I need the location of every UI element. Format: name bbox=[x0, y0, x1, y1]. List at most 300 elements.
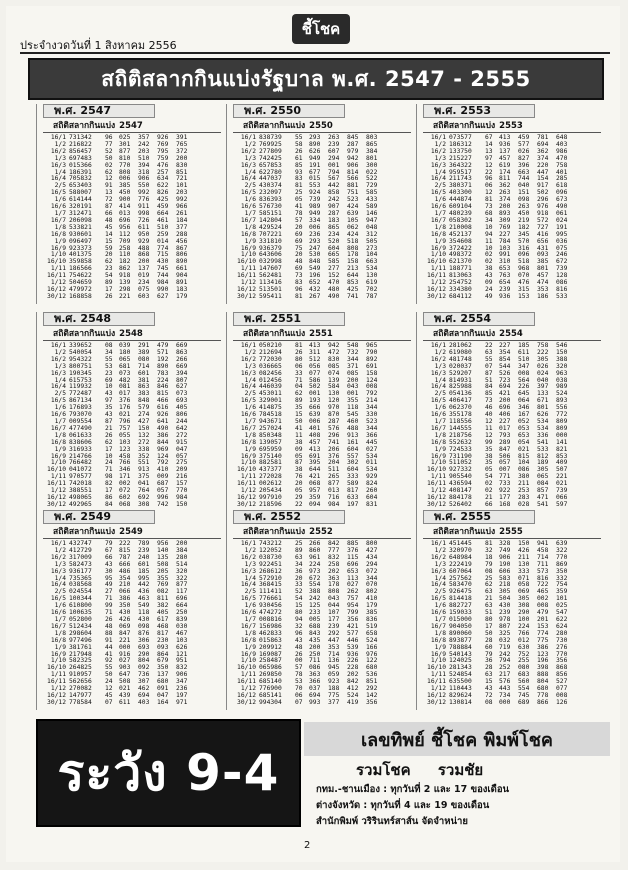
back-three-1: 545 bbox=[347, 411, 359, 419]
draw-date: 1/6 bbox=[244, 602, 256, 610]
draw-date: 1/11 bbox=[240, 473, 256, 481]
first-prize: 159033 bbox=[449, 609, 472, 617]
draw-date: 2/5 bbox=[244, 182, 256, 190]
first-prize: 124025 bbox=[449, 657, 472, 665]
warning-text: ระวัง 9-4 bbox=[57, 743, 280, 802]
last-two: 12 bbox=[485, 431, 493, 439]
front-three-2: 683 bbox=[518, 671, 530, 679]
draw-date: 1/7 bbox=[434, 615, 446, 623]
back-three-1: 694 bbox=[537, 140, 549, 148]
panel-subtitle-prefix: สถิติสลากกินแบ่ง bbox=[433, 121, 496, 131]
first-prize: 015000 bbox=[449, 615, 472, 623]
front-three-1: 586 bbox=[309, 376, 321, 384]
back-three-1: 490 bbox=[157, 424, 169, 432]
first-prize: 320191 bbox=[69, 203, 92, 211]
front-three-1: 666 bbox=[309, 404, 321, 412]
back-three-2: 754 bbox=[556, 581, 568, 589]
back-three-1: 374 bbox=[537, 154, 549, 162]
draw-date: 1/10 bbox=[240, 657, 256, 665]
front-three-1: 808 bbox=[119, 168, 131, 176]
last-two: 80 bbox=[485, 615, 493, 623]
back-three-1: 715 bbox=[157, 251, 169, 259]
last-two: 09 bbox=[485, 279, 493, 287]
front-three-2: 470 bbox=[328, 279, 340, 287]
first-prize: 731190 bbox=[449, 452, 472, 460]
last-two: 06 bbox=[485, 182, 493, 190]
draw-date: 16/7 bbox=[50, 622, 66, 630]
back-three-1: 844 bbox=[157, 438, 169, 446]
back-three-1: 534 bbox=[537, 417, 549, 425]
front-three-2: 842 bbox=[328, 540, 340, 547]
front-three-1: 847 bbox=[119, 629, 131, 637]
front-three-2: 318 bbox=[138, 168, 150, 176]
front-three-2: 463 bbox=[138, 595, 150, 603]
last-two: 55 bbox=[105, 664, 113, 672]
front-three-1: 073 bbox=[119, 369, 131, 377]
front-three-1: 218 bbox=[499, 581, 511, 589]
draw-date: 1/9 bbox=[434, 237, 446, 245]
front-three-1: 526 bbox=[499, 369, 511, 377]
first-prize: 082456 bbox=[259, 369, 282, 377]
back-three-1: 226 bbox=[347, 657, 359, 665]
back-three-2: 191 bbox=[556, 223, 568, 231]
first-prize: 533821 bbox=[69, 223, 92, 231]
first-prize: 216822 bbox=[69, 140, 92, 148]
draw-date: 1/3 bbox=[434, 154, 446, 162]
first-prize: 446039 bbox=[259, 383, 282, 391]
back-three-1: 996 bbox=[157, 493, 169, 501]
draw-date: 16/9 bbox=[430, 244, 446, 252]
last-two: 51 bbox=[485, 376, 493, 384]
front-three-2: 808 bbox=[328, 588, 340, 596]
back-three-1: 468 bbox=[157, 622, 169, 630]
first-prize: 743212 bbox=[259, 540, 282, 547]
front-three-2: 085 bbox=[328, 362, 340, 370]
first-prize: 742425 bbox=[259, 154, 282, 162]
front-three-2: 694 bbox=[138, 691, 150, 699]
front-three-2: 520 bbox=[328, 237, 340, 245]
front-three-1: 893 bbox=[499, 209, 511, 217]
page-number: 2 bbox=[304, 840, 311, 851]
back-three-2: 126 bbox=[556, 698, 568, 706]
front-three-2: 185 bbox=[518, 342, 530, 349]
last-two: 11 bbox=[485, 237, 493, 245]
last-two: 43 bbox=[105, 390, 113, 398]
front-three-2: 604 bbox=[328, 244, 340, 252]
draw-date: 16/11 bbox=[427, 480, 446, 488]
draw-date: 1/12 bbox=[240, 279, 256, 287]
panel-subtitle bbox=[43, 120, 221, 133]
first-prize: 372422 bbox=[449, 244, 472, 252]
front-three-1: 916 bbox=[119, 650, 131, 658]
draw-date: 1/11 bbox=[240, 265, 256, 273]
first-prize: 257562 bbox=[449, 574, 472, 582]
last-two: 57 bbox=[295, 216, 303, 224]
front-three-2: 745 bbox=[518, 691, 530, 699]
draw-date: 16/4 bbox=[430, 581, 446, 589]
front-three-1: 221 bbox=[119, 292, 131, 300]
back-three-2: 057 bbox=[176, 452, 188, 460]
front-three-2: 058 bbox=[518, 581, 530, 589]
front-three-2: 064 bbox=[518, 397, 530, 405]
last-two: 02 bbox=[485, 251, 493, 259]
front-three-1: 139 bbox=[119, 279, 131, 287]
front-three-1: 289 bbox=[499, 438, 511, 446]
draw-date: 30/12 bbox=[427, 292, 446, 300]
front-three-1: 458 bbox=[119, 452, 131, 460]
back-three-2: 027 bbox=[366, 445, 378, 453]
last-two: 83 bbox=[295, 175, 303, 183]
front-three-2: 274 bbox=[138, 411, 150, 419]
back-three-2: 409 bbox=[556, 459, 568, 467]
first-prize: 058302 bbox=[449, 216, 472, 224]
back-three-1: 202 bbox=[347, 671, 359, 679]
last-two: 45 bbox=[105, 691, 113, 699]
first-prize: 100635 bbox=[69, 609, 92, 617]
front-three-2: 551 bbox=[138, 459, 150, 467]
draw-date: 16/3 bbox=[50, 369, 66, 377]
back-three-2: 770 bbox=[176, 487, 188, 495]
draw-date: 1/8 bbox=[244, 223, 256, 231]
front-three-2: 998 bbox=[138, 209, 150, 217]
front-three-1: 376 bbox=[119, 397, 131, 405]
first-prize: 339652 bbox=[69, 342, 92, 349]
front-three-2: 462 bbox=[138, 685, 150, 693]
front-three-1: 421 bbox=[309, 473, 321, 481]
front-three-2: 744 bbox=[518, 175, 530, 183]
first-prize: 838739 bbox=[259, 134, 282, 141]
draw-date: 1/6 bbox=[244, 196, 256, 204]
draw-date: 1/12 bbox=[430, 279, 446, 287]
front-three-2: 240 bbox=[138, 553, 150, 561]
front-three-1: 094 bbox=[309, 500, 321, 508]
first-prize: 829624 bbox=[449, 691, 472, 699]
back-three-1: 622 bbox=[157, 182, 169, 190]
draw-date: 16/8 bbox=[430, 636, 446, 644]
draw-date: 16/12 bbox=[237, 285, 256, 293]
last-two: 81 bbox=[485, 196, 493, 204]
front-three-1: 611 bbox=[119, 698, 131, 706]
first-prize: 481748 bbox=[449, 355, 472, 363]
draw-date: 16/11 bbox=[237, 272, 256, 280]
panel-subtitle-prefix: สถิติสลากกินแบ่ง bbox=[433, 329, 496, 339]
front-three-1: 395 bbox=[309, 459, 321, 467]
first-prize: 724533 bbox=[449, 445, 472, 453]
last-two: 71 bbox=[295, 376, 303, 384]
back-three-2: 892 bbox=[366, 355, 378, 363]
first-prize: 144555 bbox=[449, 424, 472, 432]
last-two: 30 bbox=[105, 567, 113, 575]
front-three-1: 993 bbox=[309, 698, 321, 706]
front-three-2: 653 bbox=[518, 431, 530, 439]
first-prize: 272028 bbox=[259, 473, 282, 481]
back-three-1: 573 bbox=[537, 567, 549, 575]
front-three-1: 794 bbox=[499, 657, 511, 665]
front-three-1: 688 bbox=[309, 622, 321, 630]
back-three-1: 653 bbox=[347, 567, 359, 575]
front-three-2: 092 bbox=[138, 664, 150, 672]
front-three-1: 769 bbox=[499, 223, 511, 231]
front-three-1: 233 bbox=[309, 609, 321, 617]
last-two: 53 bbox=[295, 678, 303, 686]
first-prize: 009554 bbox=[69, 417, 92, 425]
back-three-2: 971 bbox=[176, 698, 188, 706]
front-three-1: 796 bbox=[119, 417, 131, 425]
last-two: 77 bbox=[105, 140, 113, 148]
draw-date: 16/5 bbox=[240, 397, 256, 405]
back-three-1: 084 bbox=[537, 480, 549, 488]
back-three-1: 942 bbox=[347, 154, 359, 162]
first-prize: 513501 bbox=[259, 285, 282, 293]
front-three-2: 357 bbox=[138, 134, 150, 141]
last-two: 52 bbox=[105, 147, 113, 155]
first-prize: 684112 bbox=[449, 292, 472, 300]
first-prize: 884178 bbox=[449, 493, 472, 501]
first-prize: 685140 bbox=[259, 678, 282, 686]
draw-date: 1/6 bbox=[434, 602, 446, 610]
back-three-2: 266 bbox=[176, 355, 188, 363]
first-prize: 268612 bbox=[259, 567, 282, 575]
draw-date: 16/9 bbox=[240, 650, 256, 658]
back-three-2: 384 bbox=[366, 147, 378, 155]
back-three-1: 745 bbox=[157, 265, 169, 273]
front-three-2: 100 bbox=[518, 615, 530, 623]
front-three-2: 689 bbox=[518, 698, 530, 706]
front-three-1: 250 bbox=[309, 650, 321, 658]
back-three-2: 048 bbox=[366, 223, 378, 231]
last-two: 95 bbox=[105, 574, 113, 582]
back-three-2: 800 bbox=[366, 540, 378, 547]
draw-date: 16/5 bbox=[430, 595, 446, 603]
front-three-1: 973 bbox=[309, 567, 321, 575]
last-two: 87 bbox=[105, 203, 113, 211]
draw-date: 16/12 bbox=[427, 285, 446, 293]
back-three-2: 470 bbox=[556, 154, 568, 162]
draw-date: 1/12 bbox=[240, 685, 256, 693]
draw-date: 1/9 bbox=[434, 643, 446, 651]
back-three-1: 124 bbox=[157, 452, 169, 460]
last-two: 44 bbox=[105, 643, 113, 651]
table-row bbox=[233, 502, 413, 509]
back-three-2: 965 bbox=[366, 342, 378, 349]
draw-date: 1/12 bbox=[50, 279, 66, 287]
panel-subtitle-year: 2555 bbox=[499, 527, 523, 537]
draw-date: 16/8 bbox=[50, 230, 66, 238]
last-two: 99 bbox=[485, 438, 493, 446]
back-three-1: 196 bbox=[537, 657, 549, 665]
front-three-1: 017 bbox=[499, 424, 511, 432]
front-three-2: 442 bbox=[138, 581, 150, 589]
front-three-1: 103 bbox=[119, 438, 131, 446]
back-three-1: 222 bbox=[537, 348, 549, 356]
draw-date: 2/5 bbox=[54, 182, 66, 190]
back-three-1: 410 bbox=[157, 466, 169, 474]
last-two: 70 bbox=[295, 685, 303, 693]
first-prize: 754622 bbox=[69, 272, 92, 280]
back-three-1: 416 bbox=[537, 230, 549, 238]
back-three-2: 851 bbox=[176, 168, 188, 176]
last-two: 61 bbox=[295, 154, 303, 162]
front-three-1: 239 bbox=[499, 285, 511, 293]
draw-date: 16/5 bbox=[430, 189, 446, 197]
draw-date: 1/7 bbox=[434, 209, 446, 217]
last-two: 02 bbox=[485, 487, 493, 495]
front-three-1: 055 bbox=[119, 431, 131, 439]
last-two: 63 bbox=[485, 671, 493, 679]
last-two: 12 bbox=[485, 161, 493, 169]
front-three-2: 381 bbox=[138, 376, 150, 384]
first-prize: 562656 bbox=[69, 678, 92, 686]
issue-date: ประจำงวดวันที่ 1 สิงหาคม 2556 bbox=[20, 39, 177, 52]
back-three-1: 386 bbox=[537, 643, 549, 651]
front-three-1: 506 bbox=[499, 452, 511, 460]
first-prize: 436594 bbox=[449, 480, 472, 488]
last-two: 11 bbox=[295, 431, 303, 439]
draw-date: 16/9 bbox=[430, 452, 446, 460]
first-prize: 281343 bbox=[449, 664, 472, 672]
front-three-2: 153 bbox=[518, 292, 530, 300]
first-prize: 113416 bbox=[259, 279, 282, 287]
first-prize: 927332 bbox=[449, 466, 472, 474]
draw-date: 30/12 bbox=[47, 698, 66, 706]
back-three-2: 124 bbox=[366, 376, 378, 384]
draw-date: 16/6 bbox=[240, 203, 256, 211]
draw-date: 1/2 bbox=[244, 140, 256, 148]
front-three-1: 749 bbox=[499, 546, 511, 554]
first-prize: 211743 bbox=[449, 175, 472, 183]
front-three-2: 107 bbox=[328, 609, 340, 617]
back-three-2: 104 bbox=[366, 251, 378, 259]
front-three-2: 777 bbox=[328, 546, 340, 554]
front-three-1: 236 bbox=[309, 230, 321, 238]
first-prize: 061633 bbox=[69, 431, 92, 439]
back-three-1: 302 bbox=[347, 459, 359, 467]
front-three-2: 305 bbox=[518, 595, 530, 603]
first-prize: 258487 bbox=[259, 657, 282, 665]
last-two: 06 bbox=[295, 362, 303, 370]
front-three-1: 903 bbox=[119, 664, 131, 672]
table-row bbox=[423, 502, 603, 509]
first-prize: 540143 bbox=[449, 650, 472, 658]
front-three-1: 017 bbox=[119, 390, 131, 398]
back-three-2: 179 bbox=[176, 292, 188, 300]
last-two: 69 bbox=[295, 237, 303, 245]
first-prize: 585151 bbox=[259, 209, 282, 217]
front-three-1: 001 bbox=[309, 390, 321, 398]
front-three-1: 374 bbox=[499, 196, 511, 204]
back-three-1: 091 bbox=[157, 685, 169, 693]
last-two: 14 bbox=[105, 230, 113, 238]
draw-date: 1/3 bbox=[54, 362, 66, 370]
first-prize: 218756 bbox=[449, 431, 472, 439]
draw-date: 16/10 bbox=[237, 466, 256, 474]
back-three-2: 322 bbox=[176, 574, 188, 582]
last-two: 43 bbox=[105, 411, 113, 419]
front-three-2: 226 bbox=[518, 383, 530, 391]
back-three-1: 158 bbox=[347, 258, 359, 266]
first-prize: 406417 bbox=[449, 397, 472, 405]
back-three-1: 815 bbox=[157, 390, 169, 398]
back-three-1: 458 bbox=[537, 546, 549, 554]
last-two: 57 bbox=[295, 664, 303, 672]
last-two: 96 bbox=[295, 285, 303, 293]
panel-year-label: พ.ศ. 2553 bbox=[423, 104, 535, 118]
front-three-2: 726 bbox=[138, 216, 150, 224]
draw-date: 16/9 bbox=[240, 452, 256, 460]
front-three-1: 413 bbox=[309, 445, 321, 453]
first-prize: 926475 bbox=[449, 588, 472, 596]
first-prize: 119932 bbox=[69, 383, 92, 391]
front-three-2: 291 bbox=[138, 342, 150, 349]
draw-date: 1/6 bbox=[244, 404, 256, 412]
back-three-1: 826 bbox=[157, 189, 169, 197]
panel-year-label: พ.ศ. 2548 bbox=[43, 312, 155, 326]
draw-date: 16/10 bbox=[427, 466, 446, 474]
back-three-2: 356 bbox=[366, 698, 378, 706]
back-three-1: 885 bbox=[347, 540, 359, 547]
back-three-2: 146 bbox=[366, 209, 378, 217]
back-three-2: 280 bbox=[176, 553, 188, 561]
last-two: 34 bbox=[295, 560, 303, 568]
front-three-2: 338 bbox=[138, 445, 150, 453]
back-three-2: 534 bbox=[366, 265, 378, 273]
last-two: 53 bbox=[105, 362, 113, 370]
back-three-1: 161 bbox=[347, 438, 359, 446]
front-three-1: 006 bbox=[309, 417, 321, 425]
back-three-2: 995 bbox=[556, 230, 568, 238]
first-prize: 882727 bbox=[449, 602, 472, 610]
draw-date: 16/11 bbox=[237, 480, 256, 488]
back-three-2: 158 bbox=[366, 369, 378, 377]
front-three-1: 081 bbox=[119, 383, 131, 391]
back-three-1: 118 bbox=[347, 404, 359, 412]
panel-subtitle-year: 2549 bbox=[119, 527, 143, 537]
front-three-1: 936 bbox=[499, 140, 511, 148]
front-three-2: 868 bbox=[138, 251, 150, 259]
front-three-2: 380 bbox=[518, 473, 530, 481]
draw-date: 2/5 bbox=[434, 182, 446, 190]
back-three-1: 113 bbox=[347, 574, 359, 582]
front-three-2: 258 bbox=[328, 560, 340, 568]
first-prize: 257024 bbox=[259, 424, 282, 432]
back-three-2: 445 bbox=[366, 438, 378, 446]
front-three-2: 206 bbox=[328, 445, 340, 453]
first-prize: 111411 bbox=[259, 588, 282, 596]
result-table bbox=[423, 343, 603, 509]
panel-subtitle-prefix: สถิติสลากกินแบ่ง bbox=[243, 329, 306, 339]
back-three-1: 857 bbox=[537, 487, 549, 495]
back-three-1: 799 bbox=[347, 609, 359, 617]
panel-subtitle-year: 2551 bbox=[309, 329, 333, 339]
draw-date: 16/4 bbox=[430, 383, 446, 391]
last-two: 38 bbox=[295, 466, 303, 474]
first-prize: 036665 bbox=[259, 362, 282, 370]
front-three-1: 006 bbox=[119, 175, 131, 183]
last-two: 36 bbox=[295, 567, 303, 575]
first-prize: 904050 bbox=[449, 622, 472, 630]
back-three-1: 941 bbox=[537, 540, 549, 547]
back-three-1: 305 bbox=[537, 355, 549, 363]
back-three-1: 376 bbox=[347, 546, 359, 554]
draw-date: 1/2 bbox=[244, 546, 256, 554]
draw-date: 16/7 bbox=[240, 216, 256, 224]
banner-title: สถิติสลากกินแบ่งรัฐบาล พ.ศ. 2547 - 2555 bbox=[101, 66, 531, 91]
back-three-1: 534 bbox=[537, 424, 549, 432]
first-prize: 707221 bbox=[259, 230, 282, 238]
first-prize: 529207 bbox=[449, 369, 472, 377]
draw-date: 16/7 bbox=[240, 622, 256, 630]
back-three-2: 101 bbox=[176, 182, 188, 190]
